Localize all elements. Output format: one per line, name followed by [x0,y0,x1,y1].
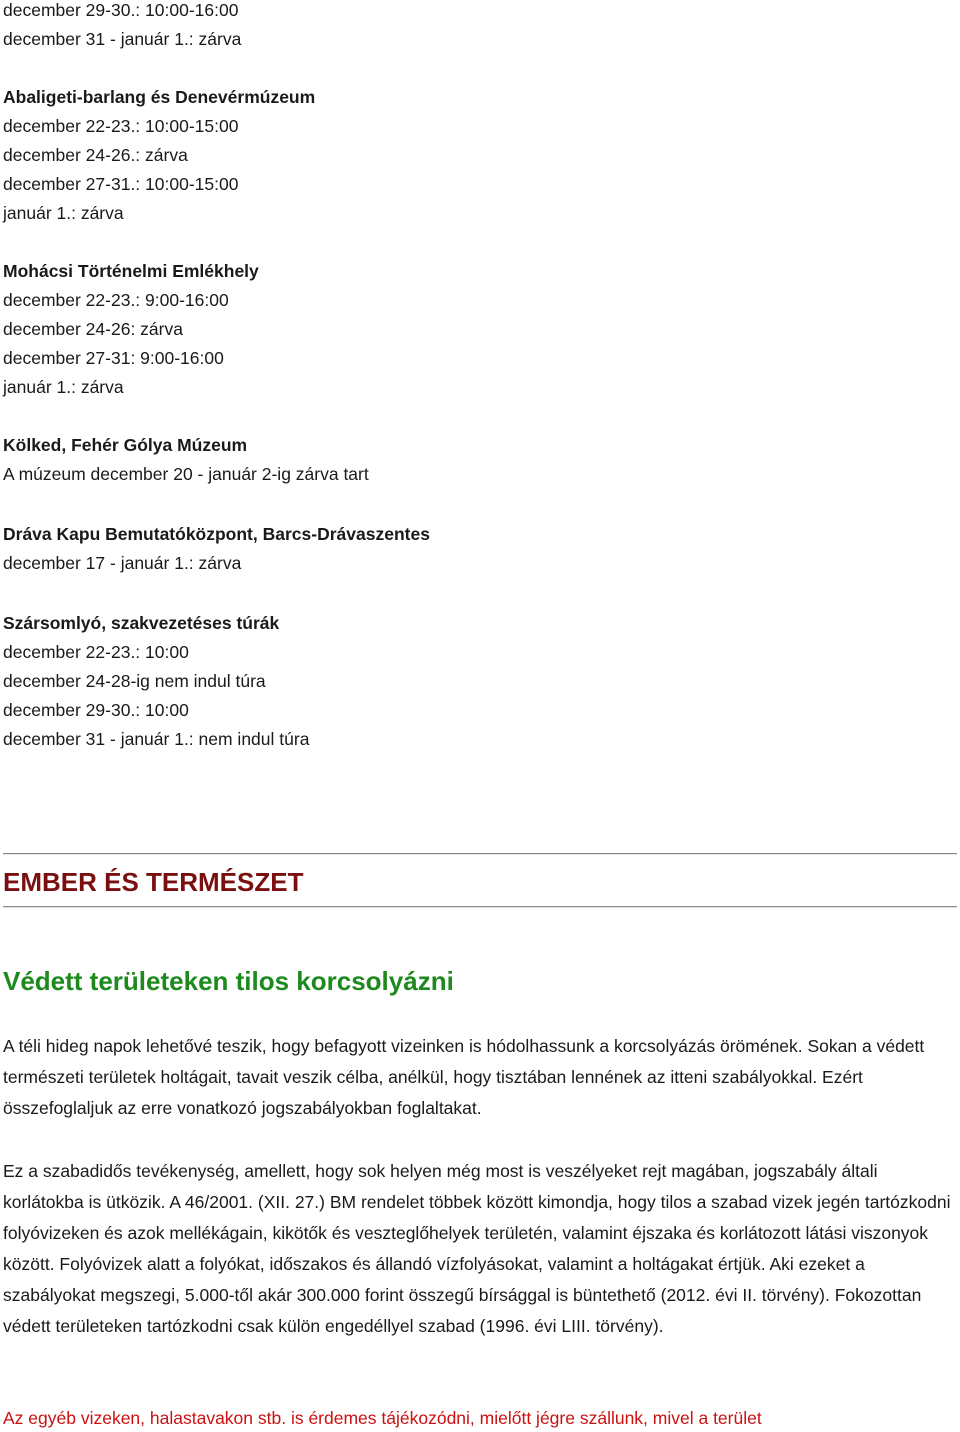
venue-title-drava: Dráva Kapu Bemutatóközpont, Barcs-Drávaszentes [3,524,430,544]
schedule-line: december 24-26: zárva [3,319,183,339]
section-divider-bottom [3,906,957,908]
section-divider-top [3,853,957,855]
article-title: Védett területeken tilos korcsolyázni [3,966,454,996]
schedule-line: december 29-30.: 10:00-16:00 [3,0,239,20]
schedule-line: december 27-31: 9:00-16:00 [3,348,224,368]
venue-title-abaligeti: Abaligeti-barlang és Denevérmúzeum [3,87,316,107]
schedule-line: december 17 - január 1.: zárva [3,553,242,573]
schedule-line: december 22-23.: 10:00 [3,642,189,662]
venue-title-mohacsi: Mohácsi Történelmi Emlékhely [3,261,259,281]
schedule-line: december 22-23.: 9:00-16:00 [3,290,229,310]
schedule-line: január 1.: zárva [3,203,124,223]
schedule-line: december 27-31.: 10:00-15:00 [3,174,239,194]
article-paragraph-1: A téli hideg napok lehetővé teszik, hogy befagyott vizeinken is hódolhassunk a korcsolyázás örömének. Sokan a védett természeti területek holtágait, tavait veszik célba, anélkül, hogy tisztában lennének az itteni szabályokkal. Ezért összefoglaljuk az erre vonatkozó jogszabályokban foglaltakat. [3,1036,925,1118]
schedule-line: december 31 - január 1.: nem indul túra [3,729,310,749]
venue-title-szarsomlyo: Szársomlyó, szakvezetéses túrák [3,613,280,633]
section-title: EMBER ÉS TERMÉSZET [3,867,304,897]
article-paragraph-2: Ez a szabadidős tevékenység, amellett, hogy sok helyen még most is veszélyeket rejt magában, jogszabály általi korlátokba is ütközik. A 46/2001. (XII. 27.) BM rendelet többek között kimondja, hogy tilos a szabad vizek jegén tartózkodni folyóvizeken és azok mellékágain, kikötők és veszteglőhelyek területén, valamint éjszaka és korlátozott látási viszonyok között. Folyóvizek alatt a folyókat, időszakos és állandó vízfolyásokat, valamint a holtágakat értjük. Aki ezeket a szabályokat megszegi, 5.000-től akár 300.000 forint összegű bírsággal is büntethető (2012. évi II. törvény). Fokozottan védett területeken tartózkodni csak külön engedéllyel szabad (1996. évi LIII. törvény). [3,1161,951,1336]
schedule-line: A múzeum december 20 - január 2-ig zárva tart [3,464,369,484]
schedule-line: december 24-28-ig nem indul túra [3,671,266,691]
schedule-line: december 22-23.: 10:00-15:00 [3,116,239,136]
venue-title-kolked: Kölked, Fehér Gólya Múzeum [3,435,248,455]
schedule-line: december 31 - január 1.: zárva [3,29,242,49]
schedule-line: december 29-30.: 10:00 [3,700,189,720]
article-highlight-text: Az egyéb vizeken, halastavakon stb. is érdemes tájékozódni, mielőtt jégre szállunk, mivel a terület [3,1408,762,1428]
schedule-line: december 24-26.: zárva [3,145,188,165]
schedule-line: január 1.: zárva [3,377,124,397]
